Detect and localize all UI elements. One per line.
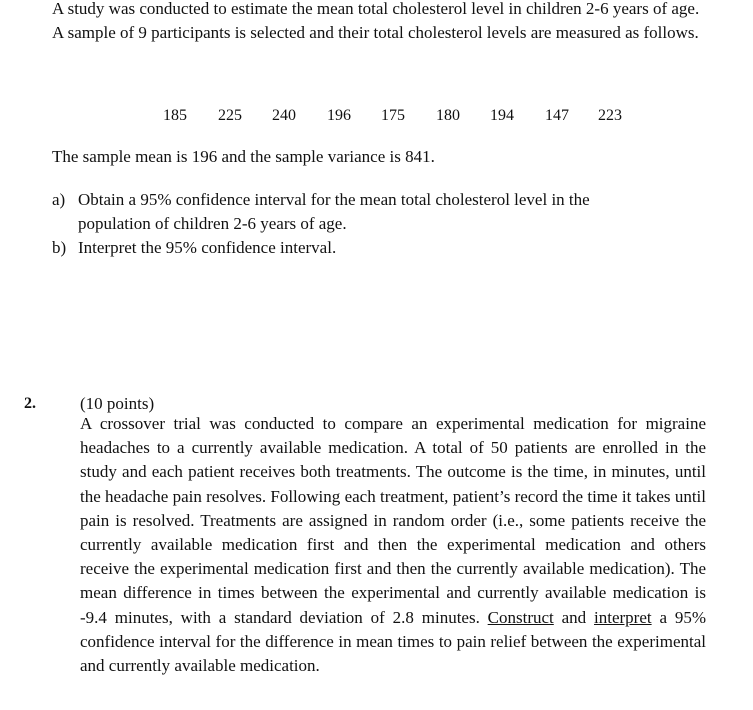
question-a-letter: a) <box>52 190 66 209</box>
problem2-body-part1: A crossover trial was conducted to compare an experimental medication for migraine headaches to a currently available medication. A total of 50 patients are enrolled in the study and each patient receives both treatments. The outcome is the time, in minutes, until the headache pain resolves. Following each treatment, patient’s record the time it takes until pain is resolved. Treatments are assigned in random order (i.e., some patients receive the currently available medication first and then the experimental medication and others receive the experimental medication first and then the currently available medication). The mean difference in times between the experimental and currently available medication is -9.4 minutes, with a standard deviation of 2.8 minutes. <box>80 414 706 627</box>
problem1-intro: A study was conducted to estimate the mean total cholesterol level in children 2-6 years of age. A sample of 9 participants is selected and their total cholesterol levels are measured as follows. <box>52 0 700 42</box>
sample-summary: The sample mean is 196 and the sample variance is 841. <box>52 147 435 166</box>
value-item: 196 <box>327 107 351 124</box>
question-b-text: Interpret the 95% confidence interval. <box>78 238 337 257</box>
value-item: 240 <box>272 107 296 124</box>
value-item: 185 <box>163 107 187 124</box>
value-item: 194 <box>490 107 514 124</box>
question-b <box>52 236 652 260</box>
problem2-body-part2: a 95% confidence interval for the difference in mean times to pain relief between the experimental and currently available medication. <box>80 607 706 676</box>
underlined-construct: Construct <box>487 607 554 627</box>
value-item: 225 <box>218 107 242 124</box>
cholesterol-values <box>0 107 753 129</box>
problem2-points: (10 points) <box>80 394 155 413</box>
problem2-number: 2. <box>24 395 36 412</box>
word-and: and <box>561 607 587 627</box>
value-item: 180 <box>436 107 460 124</box>
question-a-text: Obtain a 95% confidence interval for the mean total cholesterol level in the population of children 2-6 years of age. <box>78 190 590 233</box>
value-item: 223 <box>598 107 622 124</box>
value-item: 175 <box>381 107 405 124</box>
question-a <box>52 188 652 236</box>
underlined-interpret: interpret <box>594 607 652 627</box>
problem2-body <box>80 412 706 678</box>
value-item: 147 <box>545 107 569 124</box>
question-b-letter: b) <box>52 238 67 257</box>
